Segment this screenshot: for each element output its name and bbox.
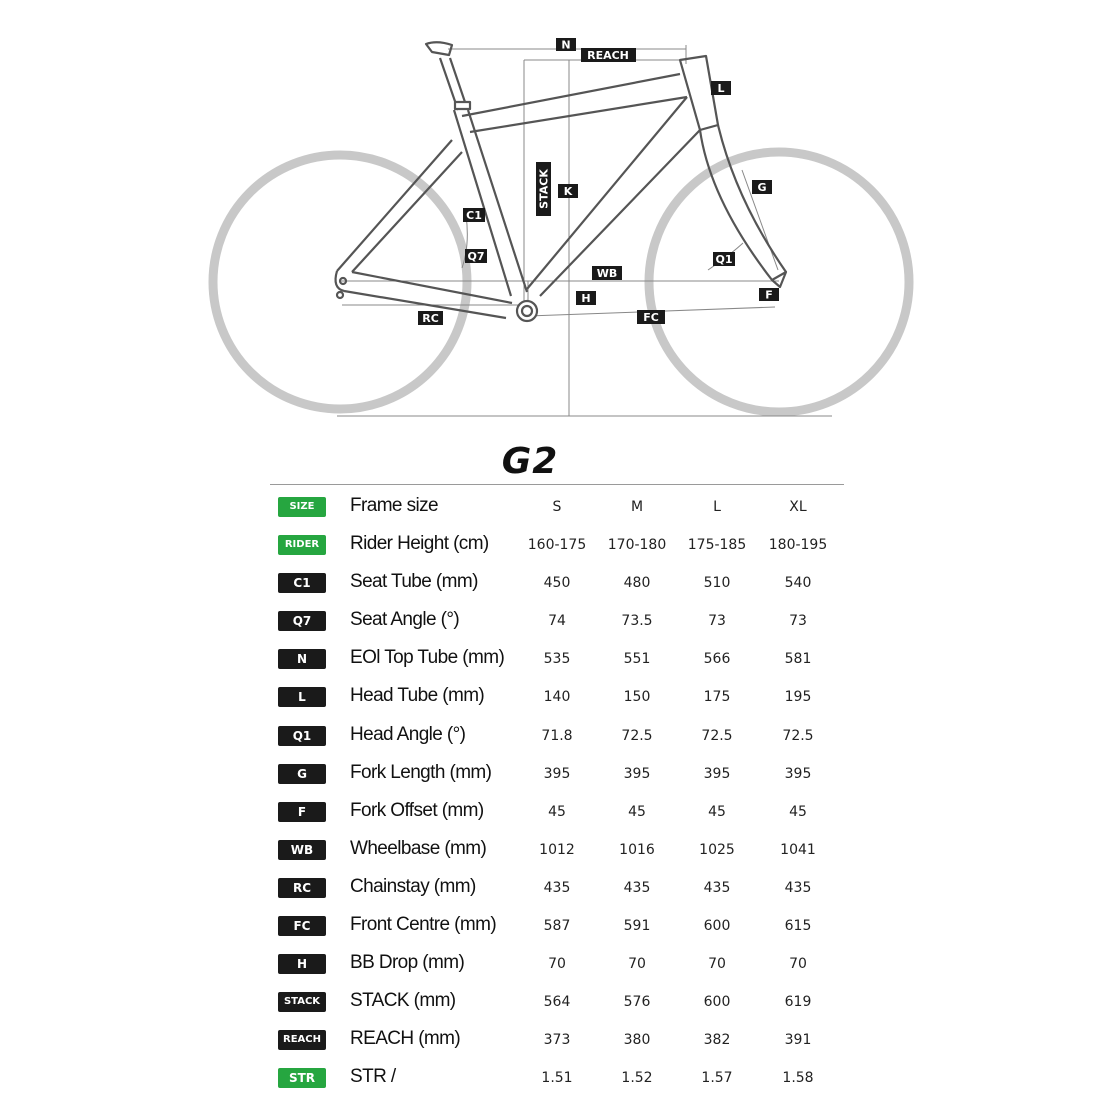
- cell-l: 600: [703, 994, 731, 1011]
- cell-s: 435: [543, 879, 571, 896]
- cell-l: 435: [703, 879, 731, 896]
- row-label: Rider Height (cm): [350, 533, 489, 555]
- cell-m: 72.5: [621, 727, 653, 744]
- table-row: [272, 603, 852, 641]
- tag-n: N: [561, 38, 571, 52]
- row-code-badge: STACK: [278, 992, 326, 1012]
- cell-xl: 435: [784, 879, 812, 896]
- cell-xl: 540: [784, 575, 812, 592]
- cell-l: 395: [703, 765, 731, 782]
- cell-m: 480: [623, 575, 651, 592]
- cell-s: S: [552, 499, 562, 515]
- table-row: [272, 832, 852, 870]
- cell-xl: 70: [789, 956, 807, 973]
- row-code-badge: N: [278, 649, 326, 669]
- cell-l: 1025: [699, 841, 735, 858]
- table-row: [272, 984, 852, 1022]
- tag-g: G: [757, 181, 767, 194]
- title-divider: [270, 484, 844, 485]
- geometry-table: [272, 489, 852, 1099]
- cell-m: 70: [628, 956, 646, 973]
- row-label: Fork Offset (mm): [350, 799, 484, 821]
- cell-s: 450: [543, 575, 571, 592]
- cell-l: 70: [708, 956, 726, 973]
- front-wheel: [649, 152, 909, 412]
- tag-q7: Q7: [467, 250, 485, 263]
- cell-l: 73: [708, 613, 726, 630]
- row-code-badge: C1: [278, 573, 326, 593]
- cell-l: 510: [703, 575, 731, 592]
- cell-l: 175: [703, 689, 731, 706]
- row-code-badge: RIDER: [278, 535, 326, 555]
- cell-m: 73.5: [621, 613, 653, 630]
- cell-m: 380: [623, 1032, 651, 1049]
- table-row: [272, 527, 852, 565]
- row-code-badge: REACH: [278, 1030, 326, 1050]
- cell-m: 150: [623, 689, 651, 706]
- cell-s: 70: [548, 956, 566, 973]
- row-label: Seat Tube (mm): [350, 571, 478, 593]
- tag-rc: RC: [422, 312, 439, 325]
- cell-m: 591: [623, 918, 651, 935]
- row-code-badge: L: [278, 687, 326, 707]
- diagram-tags: [418, 38, 779, 325]
- cell-s: 74: [548, 613, 566, 630]
- row-label: Front Centre (mm): [350, 914, 497, 936]
- tag-k: K: [563, 185, 573, 198]
- cell-m: 576: [623, 994, 651, 1011]
- row-code-badge: FC: [278, 916, 326, 936]
- cell-m: 1.52: [621, 1070, 653, 1087]
- table-row: [272, 870, 852, 908]
- cell-xl: 1041: [780, 841, 816, 858]
- row-label: EOl Top Tube (mm): [350, 647, 505, 669]
- tag-stack: STACK: [537, 169, 551, 209]
- cell-s: 160-175: [527, 537, 587, 554]
- bike-geometry-diagram: [0, 0, 1100, 440]
- table-row: [272, 1060, 852, 1098]
- cell-m: 551: [623, 651, 651, 668]
- table-row: [272, 489, 852, 527]
- cell-l: 566: [703, 651, 731, 668]
- row-label: Wheelbase (mm): [350, 837, 487, 859]
- row-label: STACK (mm): [350, 990, 456, 1012]
- row-code-badge: WB: [278, 840, 326, 860]
- row-label: Seat Angle (°): [350, 609, 460, 631]
- row-label: Chainstay (mm): [350, 875, 476, 897]
- cell-xl: 619: [784, 994, 812, 1011]
- model-title: G2: [501, 441, 559, 482]
- row-code-badge: G: [278, 764, 326, 784]
- cell-m: 395: [623, 765, 651, 782]
- row-label: REACH (mm): [350, 1028, 461, 1050]
- cell-xl: 72.5: [782, 727, 814, 744]
- cell-s: 587: [543, 918, 571, 935]
- cell-s: 71.8: [541, 727, 573, 744]
- cell-xl: 1.58: [782, 1070, 814, 1087]
- row-label: BB Drop (mm): [350, 952, 465, 974]
- cell-s: 535: [543, 651, 571, 668]
- row-code-badge: STR: [278, 1068, 326, 1088]
- row-code-badge: RC: [278, 878, 326, 898]
- cell-l: 45: [708, 803, 726, 820]
- table-row: [272, 1022, 852, 1060]
- cell-m: M: [630, 499, 644, 515]
- cell-l: L: [713, 499, 721, 515]
- row-code-badge: F: [278, 802, 326, 822]
- row-code-badge: Q7: [278, 611, 326, 631]
- cell-xl: 391: [784, 1032, 812, 1049]
- measurement-lines: [337, 45, 832, 416]
- cell-m: 170-180: [607, 537, 667, 554]
- table-row: [272, 794, 852, 832]
- cell-xl: 180-195: [768, 537, 828, 554]
- cell-m: 1016: [619, 841, 655, 858]
- cell-l: 1.57: [701, 1070, 733, 1087]
- cell-m: 435: [623, 879, 651, 896]
- cell-s: 395: [543, 765, 571, 782]
- table-row: [272, 718, 852, 756]
- tag-f: F: [765, 288, 773, 302]
- cell-xl: 615: [784, 918, 812, 935]
- table-row: [272, 908, 852, 946]
- row-code-badge: SIZE: [278, 497, 326, 517]
- cell-xl: 45: [789, 803, 807, 820]
- row-label: STR /: [350, 1066, 396, 1088]
- table-row: [272, 946, 852, 984]
- tag-reach: REACH: [587, 49, 629, 62]
- cell-s: 564: [543, 994, 571, 1011]
- cell-xl: XL: [789, 499, 807, 515]
- table-row: [272, 565, 852, 603]
- cell-xl: 73: [789, 613, 807, 630]
- row-code-badge: H: [278, 954, 326, 974]
- row-label: Head Angle (°): [350, 723, 466, 745]
- cell-l: 72.5: [701, 727, 733, 744]
- tag-q1: Q1: [715, 253, 733, 266]
- cell-l: 600: [703, 918, 731, 935]
- tag-wb: WB: [596, 267, 618, 280]
- cell-s: 140: [543, 689, 571, 706]
- cell-s: 1012: [539, 841, 575, 858]
- cell-s: 1.51: [541, 1070, 573, 1087]
- tag-fc: FC: [643, 311, 659, 324]
- cell-xl: 581: [784, 651, 812, 668]
- table-row: [272, 641, 852, 679]
- row-label: Frame size: [350, 495, 438, 516]
- table-row: [272, 679, 852, 717]
- row-code-badge: Q1: [278, 726, 326, 746]
- cell-s: 45: [548, 803, 566, 820]
- cell-l: 175-185: [687, 537, 747, 554]
- cell-s: 373: [543, 1032, 571, 1049]
- cell-m: 45: [628, 803, 646, 820]
- tag-l: L: [717, 82, 725, 95]
- tag-h: H: [581, 292, 591, 305]
- cell-xl: 395: [784, 765, 812, 782]
- row-label: Fork Length (mm): [350, 761, 492, 783]
- cell-l: 382: [703, 1032, 731, 1049]
- row-label: Head Tube (mm): [350, 685, 485, 707]
- table-row: [272, 756, 852, 794]
- cell-xl: 195: [784, 689, 812, 706]
- tag-c1: C1: [466, 209, 482, 222]
